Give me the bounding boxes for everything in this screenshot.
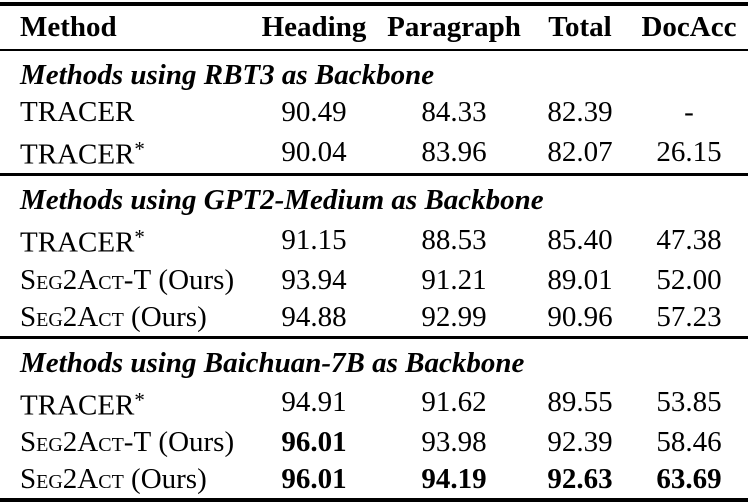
- method-name: (Ours): [123, 300, 207, 333]
- value-cell: 91.62: [421, 386, 487, 419]
- value-cell: 96.01: [281, 462, 347, 495]
- col-header-paragraph: Paragraph: [387, 11, 521, 43]
- value-cell: 88.53: [421, 223, 487, 256]
- value-cell: 82.07: [547, 135, 613, 168]
- section-title: Methods using Baichuan-7B as Backbone: [20, 346, 525, 379]
- table-row: [0, 131, 748, 175]
- value-cell: 90.04: [281, 135, 347, 168]
- method-name: (Ours): [123, 462, 207, 495]
- value-cell: 93.94: [281, 263, 347, 296]
- value-cell: 94.91: [281, 386, 347, 419]
- method-cell: [0, 262, 250, 299]
- value-cell: 89.55: [547, 386, 613, 419]
- value-cell: 91.15: [281, 223, 347, 256]
- results-table: [0, 2, 748, 502]
- method-cell: [0, 94, 250, 131]
- value-cell: 93.98: [421, 425, 487, 458]
- method-name: Seg2Act: [20, 300, 124, 333]
- value-cell: 63.69: [656, 462, 722, 495]
- col-header-method: Method: [20, 11, 117, 43]
- value-cell: 82.39: [547, 96, 613, 128]
- section-title: Methods using RBT3 as Backbone: [20, 59, 435, 91]
- value-cell: 52.00: [656, 263, 722, 296]
- value-cell: 58.46: [656, 425, 722, 458]
- superscript-asterisk: *: [134, 225, 146, 250]
- method-name: Seg2Act-T: [20, 263, 152, 296]
- method-cell: [0, 461, 250, 500]
- section-header-row: [0, 337, 748, 382]
- method-cell: [0, 424, 250, 461]
- value-cell: 85.40: [547, 223, 613, 256]
- section-header-row: [0, 50, 748, 94]
- method-cell: [0, 299, 250, 338]
- table-row: [0, 424, 748, 461]
- results-table-body: [0, 50, 748, 500]
- method-cell: [0, 219, 250, 261]
- method-name: Seg2Act-T: [20, 425, 152, 458]
- section-header-row: [0, 175, 748, 220]
- value-cell: 92.39: [547, 425, 613, 458]
- value-cell: 90.96: [547, 300, 613, 333]
- method-cell: [0, 131, 250, 175]
- value-cell: 94.19: [421, 462, 487, 495]
- method-name: Seg2Act: [20, 462, 124, 495]
- value-cell: 92.63: [547, 462, 613, 495]
- table-row: [0, 262, 748, 299]
- table-row: [0, 219, 748, 261]
- table-row: [0, 299, 748, 338]
- value-cell: 96.01: [281, 425, 347, 458]
- col-header-docacc: DocAcc: [641, 11, 737, 43]
- value-cell: 57.23: [656, 300, 722, 333]
- header-row: [0, 4, 748, 50]
- table-row: [0, 94, 748, 131]
- section-title: Methods using GPT2-Medium as Backbone: [20, 184, 544, 217]
- value-cell: 91.21: [421, 263, 487, 296]
- value-cell: 89.01: [547, 263, 613, 296]
- value-cell: 94.88: [281, 300, 347, 333]
- value-cell: 90.49: [281, 96, 347, 128]
- value-cell: 47.38: [656, 223, 722, 256]
- method-cell: [0, 382, 250, 424]
- table-row: [0, 461, 748, 500]
- superscript-asterisk: *: [134, 137, 146, 161]
- superscript-asterisk: *: [134, 387, 146, 412]
- value-cell: 26.15: [656, 135, 722, 168]
- table-row: [0, 382, 748, 424]
- method-name: (Ours): [151, 263, 235, 296]
- value-cell: 53.85: [656, 386, 722, 419]
- method-name: TRACER: [20, 138, 135, 171]
- col-header-heading: Heading: [261, 11, 367, 43]
- value-cell: 92.99: [421, 300, 487, 333]
- table-header: [0, 4, 748, 50]
- col-header-total: Total: [548, 11, 612, 43]
- method-name: TRACER: [20, 226, 135, 259]
- value-cell: -: [684, 96, 694, 128]
- method-name: TRACER: [20, 96, 135, 128]
- value-cell: 83.96: [421, 135, 487, 168]
- value-cell: 84.33: [421, 96, 487, 128]
- method-name: TRACER: [20, 388, 135, 421]
- method-name: (Ours): [151, 425, 235, 458]
